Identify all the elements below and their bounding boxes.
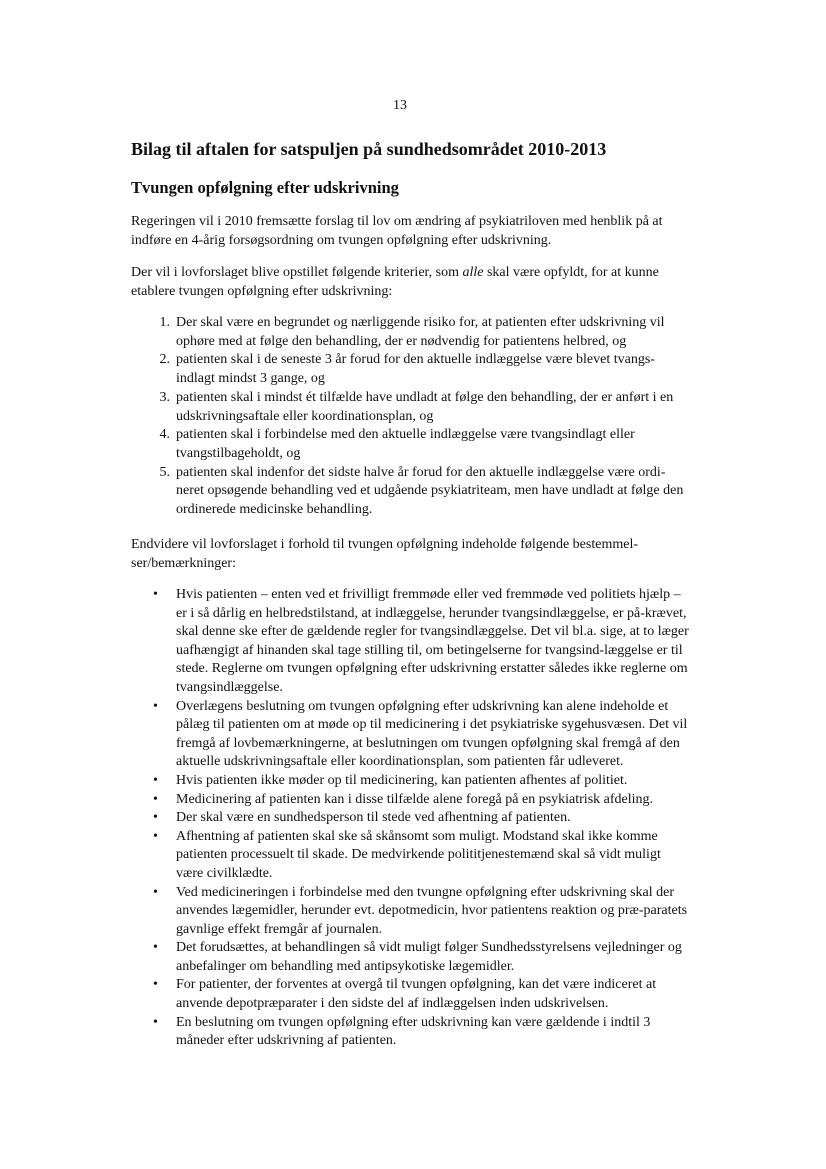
criteria-text: patienten skal i de seneste 3 år forud for den aktuelle indlæggelse være blevet tvangs-indlagt mindst 3 gange, og <box>176 352 655 387</box>
provision-item <box>131 791 691 810</box>
section-heading: Tvungen opfølgning efter udskrivning <box>131 178 399 197</box>
provision-item <box>131 698 691 772</box>
page-number: 13 <box>393 98 407 113</box>
criteria-item <box>131 351 691 388</box>
criteria-intro-paragraph <box>131 263 701 301</box>
criteria-intro-emphasis: alle <box>462 265 484 280</box>
criteria-item <box>131 464 691 520</box>
criteria-item <box>131 314 691 351</box>
criteria-item <box>131 389 691 426</box>
bullet-icon: • <box>153 587 158 602</box>
bullet-icon: • <box>153 940 158 956</box>
bullet-icon: • <box>153 1014 158 1030</box>
bullet-icon: • <box>153 772 158 788</box>
provision-item <box>131 586 691 698</box>
provision-item <box>131 1014 691 1051</box>
criteria-number: 1. <box>159 315 170 330</box>
provision-text: Ved medicineringen i forbindelse med den tvungne opfølgning efter udskrivning skal der anvendes lægemidler, herunder evt. depotmedicin, hvor patientens reaktion og præ-paratets gavnlige effekt fremgår af journalen. <box>176 884 688 937</box>
criteria-number: 2. <box>159 352 170 368</box>
bullet-icon: • <box>153 698 158 714</box>
criteria-number: 5. <box>159 464 170 480</box>
criteria-list <box>131 314 691 520</box>
criteria-number: 4. <box>159 427 170 443</box>
criteria-text: patienten skal indenfor det sidste halve år forud for den aktuelle indlæggelse være ordi-neret opsøgende behandling ved et udgående psykiatriteam, men have undladt at følge den ordinerede medicinske behandling. <box>176 464 684 518</box>
provision-item <box>131 939 691 976</box>
provision-item <box>131 809 691 828</box>
provision-item <box>131 772 691 791</box>
provision-text: Det forudsættes, at behandlingen så vidt muligt følger Sundhedsstyrelsens vejledninger og anbefalinger om behandling med antipsykotiske lægemidler. <box>176 940 682 974</box>
bullet-icon: • <box>153 828 158 844</box>
criteria-item <box>131 426 691 463</box>
bullet-icon: • <box>153 791 158 807</box>
provision-item <box>131 976 691 1013</box>
criteria-intro-text-before: Der vil i lovforslaget blive opstillet følgende kriterier, som <box>131 265 463 280</box>
document-title: Bilag til aftalen for satspuljen på sundhedsområdet 2010-2013 <box>131 139 607 159</box>
criteria-intro-text-after: skal være opfyldt, for at kunne etablere tvungen opfølgning efter udskrivning: <box>131 265 659 299</box>
bullet-icon: • <box>153 884 158 900</box>
criteria-text: patienten skal i mindst ét tilfælde have undladt at følge den behandling, der er anført i en udskrivningsaftale eller koordinationsplan, og <box>176 389 674 424</box>
intro-paragraph: Regeringen vil i 2010 fremsætte forslag til lov om ændring af psykiatriloven med henblik på at indføre en 4-årig forsøgsordning om tvungen opfølgning efter udskrivning. <box>131 214 663 248</box>
provision-item <box>131 828 691 884</box>
provision-item <box>131 884 691 940</box>
provision-text: For patienter, der forventes at overgå til tvungen opfølgning, kan det være indiceret at anvende depotpræparater i den sidste del af indlæggelsen inden udskrivelsen. <box>176 977 657 1012</box>
provision-text: Afhentning af patienten skal ske så skånsomt som muligt. Modstand skal ikke komme patienten processuelt til skade. De medvirkende polititjenestemænd skal så vidt muligt være civilklædte. <box>176 828 661 881</box>
provision-text: Der skal være en sundhedsperson til stede ved afhentning af patienten. <box>176 810 571 826</box>
criteria-number: 3. <box>159 389 170 405</box>
provision-text: En beslutning om tvungen opfølgning efter udskrivning kan være gældende i indtil 3 måneder efter udskrivning af patienten. <box>176 1014 651 1049</box>
bullet-icon: • <box>153 977 158 993</box>
criteria-text: Der skal være en begrundet og nærliggende risiko for, at patienten efter udskrivning vil ophøre med at følge den behandling, der er nødvendig for patientens helbred, og <box>176 315 665 349</box>
provision-text: Overlægens beslutning om tvungen opfølgning efter udskrivning kan alene indeholde et pålæg til patienten om at møde op til medicinering i det psykiatriske sygehusvæsen. Det vil fremgå af lovbemærkningerne, at beslutningen om tvungen opfølgning skal fremgå af den aktuelle udskrivningsaftale eller koordinationsplan, som patienten får udleveret. <box>176 698 688 770</box>
provision-text: Medicinering af patienten kan i disse tilfælde alene foregå på en psykiatrisk afdeling. <box>176 791 654 807</box>
provisions-intro-paragraph: Endvidere vil lovforslaget i forhold til tvungen opfølgning indeholde følgende bestemmel-ser/bemærkninger: <box>131 537 638 571</box>
provision-text: Hvis patienten – enten ved et frivilligt fremmøde eller ved fremmøde ved politiets hjælp – er i så dårlig en helbredstilstand, at indlæggelse, herunder tvangsindlæggelse, er på-krævet, skal denne ske efter de gældende regler for tvangsindlæggelse. Det vil bl.a. sige, at to læger uafhængigt af hinanden skal tage stilling til, om betingelserne for tvangsind-læggelse er til stede. Reglerne om tvungen opfølgning efter udskrivning erstatter således ikke reglerne om tvangsindlæggelse. <box>176 587 689 695</box>
bullet-icon: • <box>153 810 158 826</box>
provision-text: Hvis patienten ikke møder op til medicinering, kan patienten afhentes af politiet. <box>176 772 628 788</box>
provisions-list <box>131 586 691 1051</box>
criteria-text: patienten skal i forbindelse med den aktuelle indlæggelse være tvangsindlagt eller tvangstilbageholdt, og <box>176 427 635 461</box>
